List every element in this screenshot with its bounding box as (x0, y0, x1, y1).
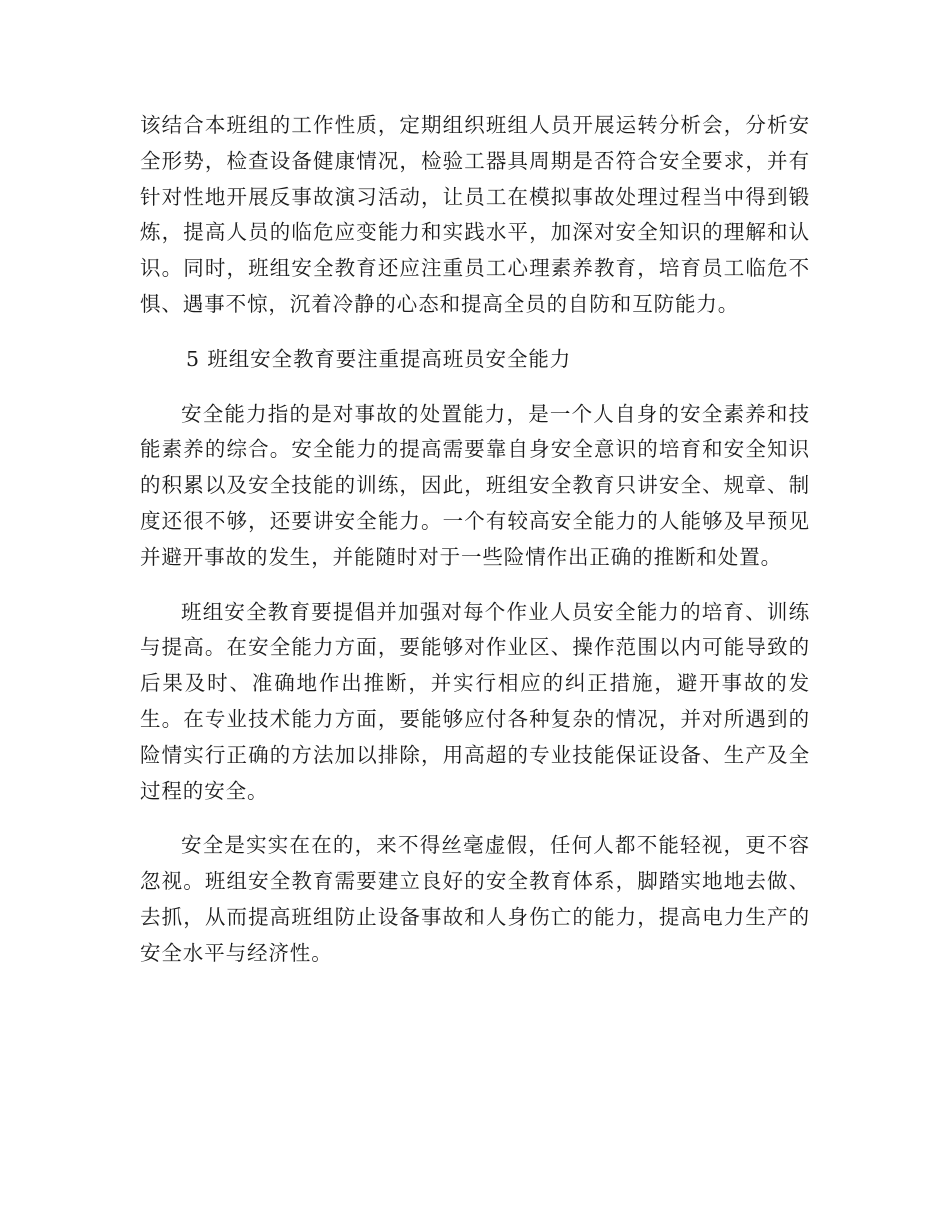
paragraph: 安全能力指的是对事故的处置能力，是一个人自身的安全素养和技能素养的综合。安全能力的提高需要靠自身安全意识的培育和安全知识的积累以及安全技能的训练，因此，班组安全教育只讲安全、规章、制度还很不够，还要讲安全能力。一个有较高安全能力的人能够及早预见并避开事故的发生，并能随时对于一些险情作出正确的推断和处置。 (140, 401, 810, 569)
paragraph: 班组安全教育要提倡并加强对每个作业人员安全能力的培育、训练与提高。在安全能力方面，要能够对作业区、操作范围以内可能导致的后果及时、准确地作出推断，并实行相应的纠正措施，避开事故的发生。在专业技术能力方面，要能够应付各种复杂的情况，并对所遇到的险情实行正确的方法加以排除，用高超的专业技能保证设备、生产及全过程的安全。 (140, 599, 810, 803)
paragraph: 安全是实实在在的，来不得丝毫虚假，任何人都不能轻视，更不容忽视。班组安全教育需要建立良好的安全教育体系，脚踏实地地去做、去抓，从而提高班组防止设备事故和人身伤亡的能力，提高电力生产的安全水平与经济性。 (140, 833, 810, 965)
document-body (140, 108, 810, 991)
section-heading: 5 班组安全教育要注重提高班员安全能力 (186, 346, 572, 371)
paragraph-continuation: 该结合本班组的工作性质，定期组织班组人员开展运转分析会，分析安全形势，检查设备健康情况，检验工器具周期是否符合安全要求，并有针对性地开展反事故演习活动，让员工在模拟事故处理过程当中得到锻炼，提高人员的临危应变能力和实践水平，加深对安全知识的理解和认识。同时，班组安全教育还应注重员工心理素养教育，培育员工临危不惧、遇事不惊，沉着冷静的心态和提高全员的自防和互防能力。 (140, 113, 810, 316)
